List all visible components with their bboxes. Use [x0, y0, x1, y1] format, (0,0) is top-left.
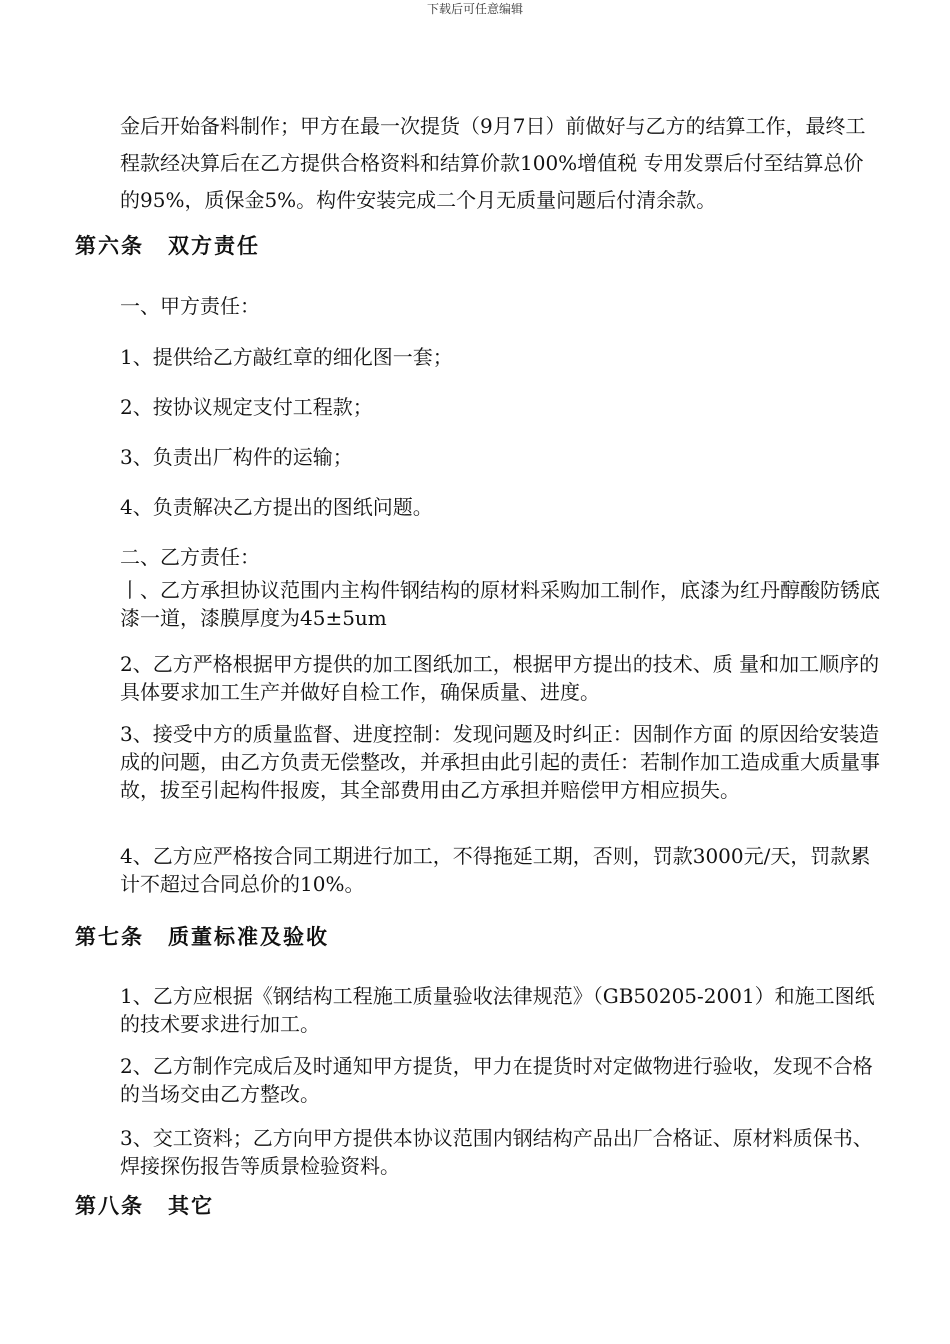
article-7-number: 第七条	[75, 925, 144, 949]
article-6-title: 双方责任	[168, 234, 260, 258]
party-b-item: 3、接受中方的质量监督、进度控制：发现问题及时纠正：因制作方面 的原因给安装造成的问题，由乙方负责无偿整改，并承担由此引起的责任：若制作加工造成重大质量事故，拔至引起构件报废，其全部费用由乙方承担并赔偿甲方相应损失。	[120, 722, 880, 802]
article-7-item: 2、乙方制作完成后及时通知甲方提货，甲力在提货时对定做物进行验收，发现不合格的当场交由乙方整改。	[120, 1054, 873, 1106]
party-b-item: 4、乙方应严格按合同工期进行加工，不得拖延工期，否则，罚款3000元/天，罚款累计不超过合同总价的10%。	[120, 844, 871, 896]
page-header-note: 下载后可任意编辑	[426, 2, 523, 16]
party-a-item: 3、负责出厂构件的运输；	[120, 445, 353, 469]
party-b-heading: 二、乙方责任：	[120, 545, 260, 569]
party-a-item: 1、提供给乙方敲红章的细化图一套；	[120, 345, 453, 369]
intro-paragraph: 金后开始备料制作；甲方在最一次提货（9月7日）前做好与乙方的结算工作，最终工程款经决算后在乙方提供合格资料和结算价款100%增值税 专用发票后付至结算总价的95%，质保金5%。构件安装完成二个月无质量问题后付清余款。	[120, 114, 866, 212]
article-8-heading	[75, 1190, 214, 1220]
article-6-heading	[75, 230, 260, 260]
article-6-number: 第六条	[75, 234, 144, 258]
article-8-number: 第八条	[75, 1194, 144, 1218]
article-7-item: 3、交工资料；乙方向甲方提供本协议范围内钢结构产品出厂合格证、原材料质保书、焊接探伤报告等质景检验资料。	[120, 1126, 873, 1178]
article-8-title: 其它	[168, 1194, 214, 1218]
party-a-heading: 一、甲方责任：	[120, 294, 260, 318]
article-7-title: 质董标准及验收	[168, 925, 329, 949]
party-b-item: 2、乙方严格根据甲方提供的加工图纸加工，根据甲方提出的技术、质 量和加工顺序的具体要求加工生产并做好自检工作，确保质量、进度。	[120, 652, 880, 704]
party-a-item: 4、负责解决乙方提出的图纸问题。	[120, 495, 433, 519]
article-7-item: 1、乙方应根据《钢结构工程施工质量验收法律规范》（GB50205-2001）和施工图纸的技术要求进行加工。	[120, 984, 875, 1036]
party-a-item: 2、按协议规定支付工程款；	[120, 395, 373, 419]
party-b-item: 丨、乙方承担协议范围内主构件钢结构的原材料采购加工制作，底漆为红丹醇酸防锈底漆一道，漆膜厚度为45±5um	[120, 578, 880, 630]
article-7-heading	[75, 921, 329, 951]
